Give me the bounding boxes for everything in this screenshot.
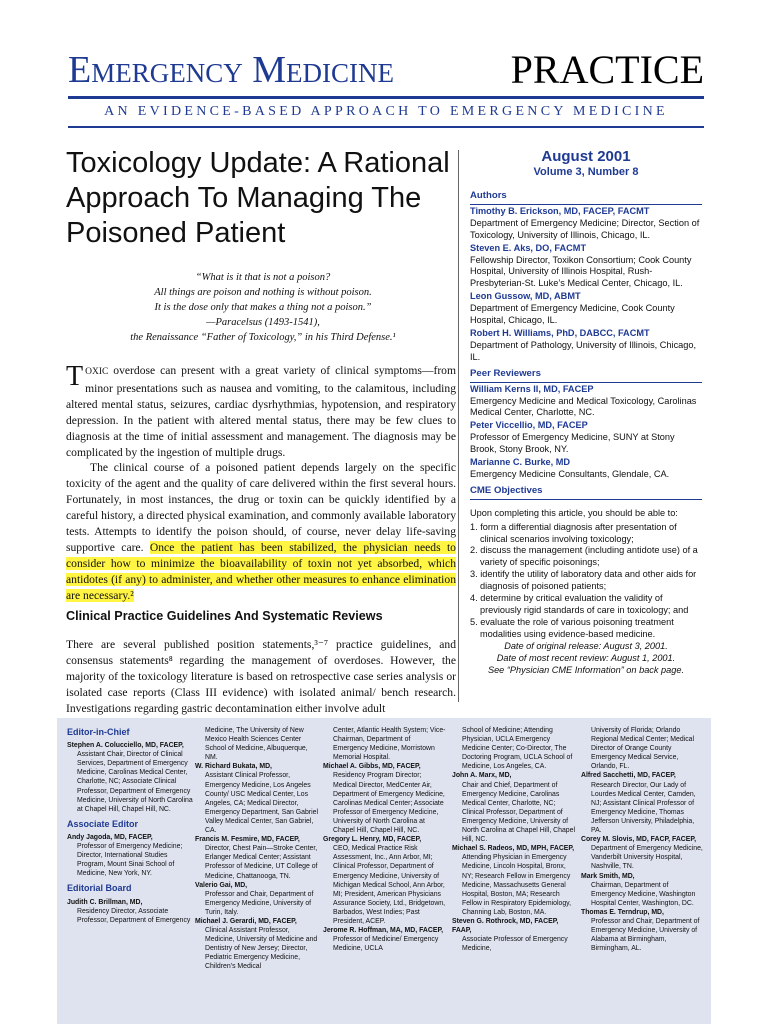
board-member-affiliation: University of Florida; Orlando Regional Medical Center; Medical Director of Orange County Emergency Medical Service, Orlando, FL. bbox=[591, 727, 695, 771]
reviewer-entry bbox=[470, 384, 702, 420]
board-member-affiliation: Residency Director, Associate Professor, Department of Emergency bbox=[77, 907, 191, 924]
board-column-1 bbox=[67, 726, 197, 925]
editor-in-chief-heading: Editor-in-Chief bbox=[67, 727, 130, 737]
board-member-affiliation: School of Medicine; Attending Physician, UCLA Emergency Medicine Center; Co-Director, The Doctoring Program, UCLA School of Medicine, Los Angeles, CA. bbox=[462, 727, 573, 771]
authors-heading: Authors bbox=[470, 190, 702, 205]
masthead-title-blue: Emergency Medicine bbox=[68, 49, 394, 91]
author-name: Timothy B. Erickson, MD, FACEP, FACMT bbox=[470, 205, 650, 216]
board-member-affiliation: Residency Program Director; Medical Director, MedCenter Air, Department of Emergency Medicine, Carolinas Medical Center; Associate Professor of Emergency Medicine, University of North Carolina at Chapel Hill, Chapel Hill, NC. bbox=[333, 772, 445, 835]
paragraph-1-text: overdose can present with a great variety of clinical symptoms—from minor presentations such as nausea and vomiting, to the calamitous, including altered mental status, seizures, cardiac dysrhythmias, hypotension, and respiratory depression. In the patient with altered mental status, there may be few clues to diagnosis at the time of initial assessment and management. The diagnosis may be complicated by the ingestion of multiple drugs. bbox=[66, 364, 456, 459]
board-member-affiliation: Center, Atlantic Health System; Vice-Chairman, Department of Emergency Medicine, Morristown Memorial Hospital. bbox=[333, 727, 446, 762]
board-member-affiliation: Chairman, Department of Emergency Medicine, Washington Hospital Center, Washington, DC. bbox=[591, 881, 696, 907]
author-affiliation: Department of Emergency Medicine; Director, Section of Toxicology, University of Illinois, Chicago, IL. bbox=[470, 217, 700, 240]
board-member-name: Thomas E. Terndrup, MD, bbox=[581, 908, 664, 916]
paragraph-3 bbox=[66, 637, 456, 717]
board-member-affiliation: Assistant Chair, Director of Clinical Services, Department of Emergency Medicine, Carolinas Medical Center, Charlotte, NC; Associate Clinical Professor, Department of Emergency Medicine, University of North Carolina at Chapel Hill, Chapel Hill, NC. bbox=[77, 751, 193, 813]
author-name: Leon Gussow, MD, ABMT bbox=[470, 291, 581, 302]
author-name: Steven E. Aks, DO, FACMT bbox=[470, 242, 587, 253]
masthead-title-black: PRACTICE bbox=[510, 47, 704, 92]
reviewer-entry bbox=[470, 457, 702, 481]
small-caps-lead: OXIC bbox=[85, 367, 109, 377]
reviewer-entry bbox=[470, 420, 702, 456]
drop-cap: T bbox=[66, 361, 84, 392]
author-affiliation: Fellowship Director, Toxikon Consortium; Cook County Hospital, University of Illinois Hospital, Rush-Presbyterian-St. Luke’s Medical Center, Chicago, IL. bbox=[470, 254, 692, 289]
masthead-tagline: AN EVIDENCE-BASED APPROACH TO EMERGENCY MEDICINE bbox=[104, 104, 668, 119]
board-member-name: Gregory L. Henry, MD, FACEP, bbox=[323, 836, 422, 844]
cme-item: 5. evaluate the role of various poisoning treatment modalities using evidence-based medicine. bbox=[470, 616, 674, 639]
cme-heading: CME Objectives bbox=[470, 485, 702, 500]
see-note: See “Physician CME Information” on back page. bbox=[487, 664, 685, 675]
board-member-name: Andy Jagoda, MD, FACEP, bbox=[67, 833, 153, 841]
reviewer-name: Peter Viccellio, MD, FACEP bbox=[470, 420, 588, 431]
epigraph-line: All things are poison and nothing is without poison. bbox=[154, 287, 372, 298]
board-member-name: W. Richard Bukata, MD, bbox=[195, 763, 272, 771]
epigraph-line: —Paracelsus (1493-1541), bbox=[206, 317, 320, 328]
masthead-rule-top bbox=[68, 96, 704, 99]
board-member-affiliation: Chair and Chief, Department of Emergency Medicine, Carolinas Medical Center, Charlotte, NC; Clinical Professor, Department of Emergency Medicine, University of North Carolina at Chapel Hill, Chapel Hill, NC. bbox=[462, 781, 575, 844]
editorial-board bbox=[57, 718, 711, 1024]
review-date: Date of most recent review: August 1, 2001. bbox=[496, 652, 676, 663]
article-body bbox=[66, 363, 456, 604]
board-member-name: Alfred Sacchetti, MD, FACEP, bbox=[581, 772, 676, 780]
cme-item: 4. determine by critical evaluation the validity of previously rigid standards of care in toxicology; and bbox=[470, 593, 689, 615]
reviewer-name: William Kerns II, MD, FACEP bbox=[470, 383, 594, 394]
highlighted-text[interactable]: Once the patient has been stabilized, the physician needs to consider how to minimize the bioavailability of toxin not yet absorbed, which antidotes (if any) to administer, and whether other measures to enhance elimination are necessary.² bbox=[66, 540, 456, 602]
cme-intro: Upon completing this article, you should be able to: bbox=[470, 507, 678, 518]
epigraph bbox=[70, 270, 456, 345]
board-member-affiliation: Assistant Clinical Professor, Emergency Medicine, Los Angeles County/ USC Medical Center, Los Angeles, CA; Medical Director, Emergency Department, San Gabriel Valley Medical Center, San Gabriel, CA. bbox=[205, 772, 318, 835]
associate-editor-heading: Associate Editor bbox=[67, 818, 139, 829]
paragraph-3-text: There are several published position statements,³⁻⁷ practice guidelines, and consensus statements⁸ regarding the management of overdoses. However, the majority of the toxicology literature is based on retrospective case series analysis or isolated case reports (Class III evidence) with isolated animal/ bench research. Investigations regarding gastric decontamination either involve adult bbox=[66, 638, 456, 715]
issue-date: August 2001 bbox=[541, 148, 631, 165]
paragraph-2-text: The clinical course of a poisoned patient depends largely on the specific toxicity of the agent and the quality of care delivered within the first several hours. Fortunately, in most instances, the drug or toxin can be quickly identified by a careful history, a directed physical examination, and commonly available laboratory tests. Attempts to identify the poison should, of course, never delay life-saving supportive care. bbox=[66, 461, 456, 554]
board-member-name: Stephen A. Colucciello, MD, FACEP, bbox=[67, 742, 184, 750]
masthead bbox=[68, 46, 704, 98]
sidebar bbox=[470, 186, 702, 676]
board-member-name: John A. Marx, MD, bbox=[452, 772, 512, 780]
board-member-name: Michael S. Radeos, MD, MPH, FACEP, bbox=[452, 845, 575, 853]
section-heading: Clinical Practice Guidelines And Systematic Reviews bbox=[66, 609, 383, 623]
board-member-name: Judith C. Brillman, MD, bbox=[67, 898, 143, 906]
epigraph-line: “What is it that is not a poison? bbox=[195, 272, 331, 283]
issue-volume: Volume 3, Number 8 bbox=[533, 166, 639, 178]
board-member-name: Jerome R. Hoffman, MA, MD, FACEP, bbox=[323, 927, 444, 935]
author-name: Robert H. Williams, PhD, DABCC, FACMT bbox=[470, 327, 650, 338]
author-affiliation: Department of Emergency Medicine, Cook County Hospital, Chicago, IL. bbox=[470, 303, 675, 326]
author-entry bbox=[470, 206, 702, 242]
board-column-4 bbox=[452, 726, 578, 953]
board-member-affiliation: Clinical Assistant Professor, Medicine, University of Medicine and Dentistry of New Jersey; Director, Pediatric Emergency Medicine, Children’s Medical bbox=[205, 927, 318, 971]
board-column-2 bbox=[195, 726, 319, 972]
board-member-affiliation: Professor of Medicine/ Emergency Medicine, UCLA bbox=[333, 936, 439, 953]
board-member-affiliation: Associate Professor of Emergency Medicine, bbox=[462, 936, 568, 953]
board-member-name: Michael J. Gerardi, MD, FACEP, bbox=[195, 917, 297, 925]
column-divider bbox=[458, 150, 459, 702]
board-member-affiliation: Professor of Emergency Medicine; Director, International Studies Program, Mount Sinai School of Medicine, New York, NY. bbox=[77, 843, 183, 878]
author-affiliation: Department of Pathology, University of Illinois, Chicago, IL. bbox=[470, 339, 697, 362]
board-member-affiliation: Professor and Chair, Department of Emergency Medicine, University of Alabama at Birmingham, Birmingham, AL. bbox=[591, 917, 700, 953]
editorial-board-heading: Editorial Board bbox=[67, 883, 132, 894]
board-member-affiliation: Research Director, Our Lady of Lourdes Medical Center, Camden, NJ; Assistant Clinical Professor of Emergency Medicine, Thomas Jefferson University, Philadelphia, PA. bbox=[591, 781, 696, 835]
cme-list bbox=[470, 522, 702, 641]
board-member-name: Corey M. Slovis, MD, FACP, FACEP, bbox=[581, 836, 697, 844]
board-member-affiliation: Attending Physician in Emergency Medicine, Lincoln Hospital, Bronx, NY; Research Fellow in Emergency Medicine, Massachusetts General Hospital, Boston, MA; Research Fellow in Respiratory Epidemiology, Channing Lab, Boston, MA. bbox=[462, 854, 572, 916]
board-member-affiliation: Medicine, The University of New Mexico Health Sciences Center School of Medicine, Albuquerque, NM. bbox=[205, 727, 308, 762]
reviewer-affiliation: Emergency Medicine and Medical Toxicology, Carolinas Medical Center, Charlotte, NC. bbox=[470, 395, 697, 418]
board-member-name: Michael A. Gibbs, MD, FACEP, bbox=[323, 763, 421, 771]
paragraph-1 bbox=[66, 363, 456, 460]
reviewer-affiliation: Professor of Emergency Medicine, SUNY at Stony Brook, Stony Brook, NY. bbox=[470, 432, 675, 455]
board-member-affiliation: Director, Chest Pain—Stroke Center, Erlanger Medical Center; Assistant Professor of Medicine, UT College of Medicine, Chattanooga, TN. bbox=[205, 845, 318, 880]
cme-item: 3. identify the utility of laboratory data and other aids for diagnosis of poisoned patients; bbox=[470, 569, 697, 592]
cme-item: 2. discuss the management (including antidote use) of a variety of specific poisonings; bbox=[470, 545, 698, 568]
epigraph-line: It is the dose only that makes a thing not a poison.” bbox=[154, 302, 372, 313]
release-date: Date of original release: August 3, 2001. bbox=[504, 640, 668, 651]
reviewer-name: Marianne C. Burke, MD bbox=[470, 457, 571, 468]
masthead-rule-bottom bbox=[68, 126, 704, 128]
board-member-name: Steven G. Rothrock, MD, FACEP, FAAP, bbox=[452, 917, 559, 935]
board-member-affiliation: CEO, Medical Practice Risk Assessment, Inc., Ann Arbor, MI; Clinical Professor, Department of Emergency Medicine, University of Michigan Medical School, Ann Arbor, MI; President, American Physicians Assurance Society, Ltd., Bridgetown, Barbados, West Indies; Past President, ACEP. bbox=[333, 845, 446, 925]
board-column-3 bbox=[323, 726, 447, 953]
author-entry bbox=[470, 243, 702, 291]
article-title: Toxicology Update: A Rational Approach To Managing The Poisoned Patient bbox=[66, 147, 450, 249]
board-member-name: Valerio Gai, MD, bbox=[195, 881, 248, 889]
author-entry bbox=[470, 328, 702, 364]
board-member-name: Francis M. Fesmire, MD, FACEP, bbox=[195, 836, 300, 844]
epigraph-line: the Renaissance “Father of Toxicology,” in his Third Defense.¹ bbox=[130, 332, 396, 343]
reviewer-affiliation: Emergency Medicine Consultants, Glendale, CA. bbox=[470, 468, 670, 479]
paragraph-2 bbox=[66, 460, 456, 603]
board-member-name: Mark Smith, MD, bbox=[581, 872, 635, 880]
board-member-affiliation: Professor and Chair, Department of Emergency Medicine, University of Turin, Italy. bbox=[205, 890, 314, 916]
board-column-5 bbox=[581, 726, 705, 953]
cme-item: 1. form a differential diagnosis after presentation of clinical scenarios involving toxicology; bbox=[470, 521, 677, 544]
board-member-affiliation: Department of Emergency Medicine, Vanderbilt University Hospital, Nashville, TN. bbox=[591, 845, 703, 871]
author-entry bbox=[470, 291, 702, 327]
reviewers-heading: Peer Reviewers bbox=[470, 368, 702, 383]
